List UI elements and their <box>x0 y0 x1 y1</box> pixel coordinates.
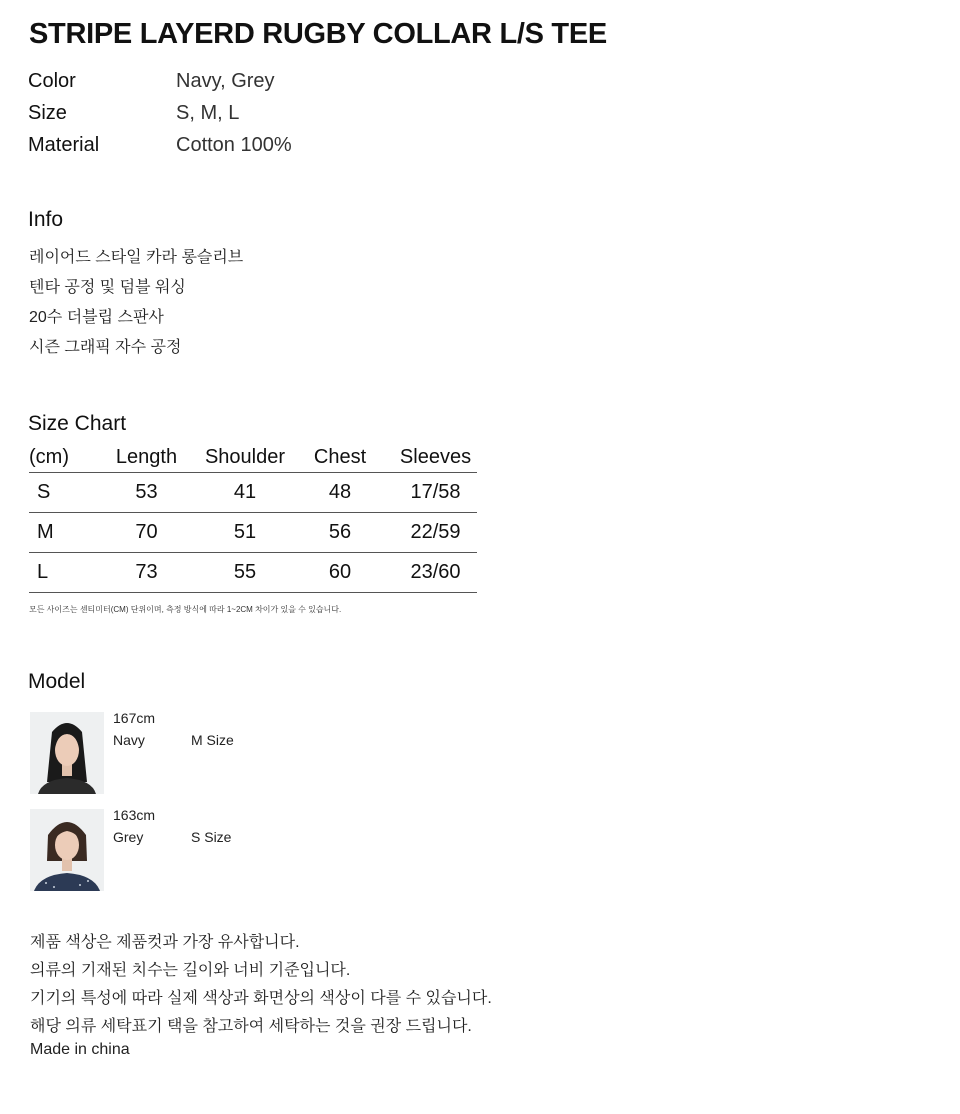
shoulder-cell: 55 <box>204 553 286 593</box>
size-chart-header-row <box>29 442 477 473</box>
care-note: 기기의 특성에 따라 실제 색상과 화면상의 색상이 다를 수 있습니다. <box>30 990 492 1007</box>
model-photo-image <box>30 809 104 891</box>
model-heading: Model <box>28 670 86 693</box>
model-height: 167cm <box>113 710 156 726</box>
length-cell: 53 <box>89 473 204 513</box>
spec-value-color: Navy, Grey <box>176 70 275 92</box>
info-line: 시즌 그래픽 자수 공정 <box>29 339 182 356</box>
sleeves-cell: 23/60 <box>394 553 477 593</box>
model-photo <box>30 712 104 794</box>
model-height: 163cm <box>113 807 156 823</box>
spec-label-color: Color <box>28 70 76 92</box>
size-cell: L <box>29 553 89 593</box>
model-size: S Size <box>191 829 232 845</box>
model-color: Navy <box>113 732 145 748</box>
info-line: 레이어드 스타일 카라 롱슬리브 <box>29 249 244 266</box>
length-cell: 73 <box>89 553 204 593</box>
table-row <box>29 553 477 593</box>
model-photo <box>30 809 104 891</box>
chest-cell: 48 <box>286 473 394 513</box>
size-cell: M <box>29 513 89 553</box>
care-note: 의류의 기재된 치수는 길이와 너비 기준입니다. <box>30 962 351 979</box>
chest-cell: 60 <box>286 553 394 593</box>
care-note: 제품 색상은 제품컷과 가장 유사합니다. <box>30 934 300 951</box>
origin-note: Made in china <box>30 1041 130 1058</box>
product-title: STRIPE LAYERD RUGBY COLLAR L/S TEE <box>29 18 607 50</box>
shoulder-cell: 51 <box>204 513 286 553</box>
header-shoulder: Shoulder <box>204 442 286 473</box>
shoulder-cell: 41 <box>204 473 286 513</box>
table-row <box>29 473 477 513</box>
header-unit: (cm) <box>29 442 89 473</box>
sleeves-cell: 22/59 <box>394 513 477 553</box>
model-color: Grey <box>113 829 144 845</box>
chest-cell: 56 <box>286 513 394 553</box>
model-size: M Size <box>191 732 234 748</box>
info-line: 텐타 공정 및 덤블 워싱 <box>29 279 186 296</box>
header-sleeves: Sleeves <box>394 442 477 473</box>
care-note: 해당 의류 세탁표기 택을 참고하여 세탁하는 것을 권장 드립니다. <box>30 1018 472 1035</box>
size-cell: S <box>29 473 89 513</box>
model-photo-image <box>30 712 104 794</box>
spec-value-size: S, M, L <box>176 102 240 124</box>
spec-value-material: Cotton 100% <box>176 134 292 156</box>
size-chart-note: 모든 사이즈는 센티미터(CM) 단위이며, 측정 방식에 따라 1~2CM 차이가 있을 수 있습니다. <box>29 605 342 614</box>
size-chart-table <box>29 442 477 593</box>
header-length: Length <box>89 442 204 473</box>
sleeves-cell: 17/58 <box>394 473 477 513</box>
spec-label-size: Size <box>28 102 67 124</box>
info-heading: Info <box>28 208 64 231</box>
info-line: 20수 더블립 스판사 <box>29 309 164 326</box>
header-chest: Chest <box>286 442 394 473</box>
size-chart-heading: Size Chart <box>28 412 127 435</box>
table-row <box>29 513 477 553</box>
spec-label-material: Material <box>28 134 100 156</box>
length-cell: 70 <box>89 513 204 553</box>
